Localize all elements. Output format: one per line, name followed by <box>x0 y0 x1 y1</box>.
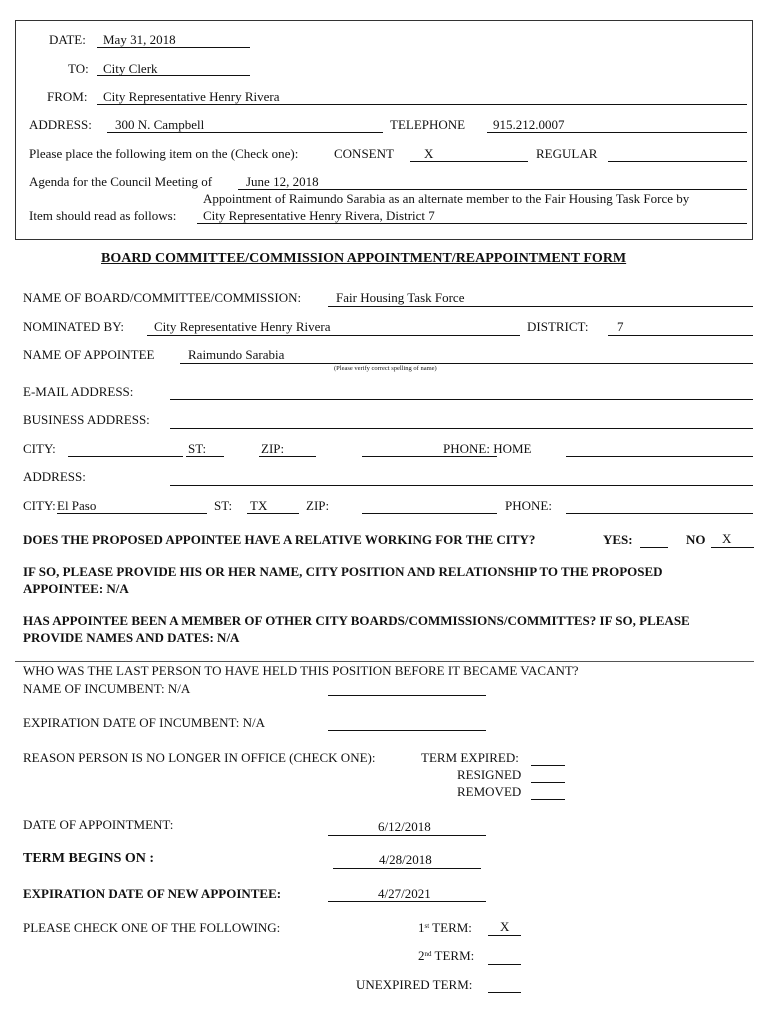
first-term-line <box>488 935 521 936</box>
phone-home-line <box>566 456 753 457</box>
district-value: 7 <box>617 319 624 334</box>
item-text-line2: City Representative Henry Rivera, District 7 <box>203 208 435 223</box>
reason-label: REASON PERSON IS NO LONGER IN OFFICE (CHECK ONE): <box>23 750 376 765</box>
email-label: E-MAIL ADDRESS: <box>23 384 134 399</box>
relative-question: DOES THE PROPOSED APPOINTEE HAVE A RELATIVE WORKING FOR THE CITY? <box>23 532 536 547</box>
address2-label: ADDRESS: <box>23 469 86 484</box>
item-text-line1: Appointment of Raimundo Sarabia as an alternate member to the Fair Housing Task Force by <box>203 191 690 206</box>
to-line <box>97 75 250 76</box>
term-expired-label: TERM EXPIRED: <box>421 750 519 765</box>
address2-line <box>170 485 753 486</box>
business-address-line <box>170 428 753 429</box>
address-line <box>107 132 383 133</box>
incumbent-line <box>328 695 486 696</box>
resigned-label: RESIGNED <box>457 767 522 782</box>
first-term-label: 1st TERM: <box>418 920 472 935</box>
date-value: May 31, 2018 <box>103 32 176 47</box>
city-line <box>68 456 183 457</box>
second-term-line <box>488 964 521 965</box>
from-label: FROM: <box>47 89 88 104</box>
nominated-value: City Representative Henry Rivera <box>154 319 331 334</box>
regular-label: REGULAR <box>536 146 598 161</box>
removed-label: REMOVED <box>457 784 522 799</box>
regular-line <box>608 161 747 162</box>
relative-details-line1: IF SO, PLEASE PROVIDE HIS OR HER NAME, CITY POSITION AND RELATIONSHIP TO THE PROPOSED <box>23 564 663 579</box>
state2-line <box>247 513 299 514</box>
no-check: X <box>722 531 732 546</box>
zip2-label: ZIP: <box>306 498 330 513</box>
telephone-line <box>487 132 747 133</box>
date-appointment-value: 6/12/2018 <box>378 819 431 834</box>
telephone-label: TELEPHONE <box>390 117 466 132</box>
agenda-line <box>238 189 747 190</box>
state2-value: TX <box>250 498 268 513</box>
city2-value: El Paso <box>57 498 97 513</box>
date-line <box>97 47 250 48</box>
no-label: NO <box>686 532 706 547</box>
date-appointment-line <box>328 835 486 836</box>
state2-label: ST: <box>214 498 233 513</box>
appointee-label: NAME OF APPOINTEE <box>23 347 155 362</box>
unexpired-term-line <box>488 992 521 993</box>
agenda-value: June 12, 2018 <box>246 174 319 189</box>
zip-line <box>259 456 316 457</box>
phone2-line <box>566 513 753 514</box>
expiration-new-value: 4/27/2021 <box>378 886 431 901</box>
removed-line <box>531 799 565 800</box>
state-line <box>186 456 224 457</box>
to-value: City Clerk <box>103 61 158 76</box>
district-label: DISTRICT: <box>527 319 589 334</box>
expiration-new-label: EXPIRATION DATE OF NEW APPOINTEE: <box>23 886 282 901</box>
phone2-label: PHONE: <box>505 498 552 513</box>
term-begins-line <box>333 868 481 869</box>
phone-home-line-left <box>362 456 497 457</box>
item-label: Item should read as follows: <box>29 208 177 223</box>
city2-line <box>57 513 207 514</box>
form-title: BOARD COMMITTEE/COMMISSION APPOINTMENT/REAPPOINTMENT FORM <box>101 251 627 266</box>
agenda-label: Agenda for the Council Meeting of <box>29 174 213 189</box>
expiration-new-line <box>328 901 486 902</box>
from-value: City Representative Henry Rivera <box>103 89 280 104</box>
nominated-line <box>147 335 520 336</box>
date-appointment-label: DATE OF APPOINTMENT: <box>23 817 174 832</box>
date-label: DATE: <box>49 32 86 47</box>
verify-note: (Please verify correct spelling of name) <box>334 365 437 372</box>
address-label: ADDRESS: <box>29 117 92 132</box>
relative-details-line2: APPOINTEE: N/A <box>23 581 129 596</box>
member-question-line2: PROVIDE NAMES AND DATES: N/A <box>23 630 240 645</box>
board-label: NAME OF BOARD/COMMITTEE/COMMISSION: <box>23 290 302 305</box>
unexpired-term-label: UNEXPIRED TERM: <box>356 977 473 992</box>
city2-label: CITY: <box>23 498 56 513</box>
incumbent-label: NAME OF INCUMBENT: N/A <box>23 681 191 696</box>
consent-line <box>410 161 528 162</box>
consent-label: CONSENT <box>334 146 394 161</box>
email-line <box>170 399 753 400</box>
yes-label: YES: <box>603 532 633 547</box>
zip2-line <box>362 513 497 514</box>
resigned-line <box>531 782 565 783</box>
board-line <box>328 306 753 307</box>
to-label: TO: <box>68 61 89 76</box>
consent-check: X <box>424 146 434 161</box>
section-divider <box>15 661 754 662</box>
address-value: 300 N. Campbell <box>115 117 205 132</box>
telephone-value: 915.212.0007 <box>493 117 565 132</box>
district-line <box>608 335 753 336</box>
member-question-line1: HAS APPOINTEE BEEN A MEMBER OF OTHER CITY BOARDS/COMMISSIONS/COMMITTES? IF SO, PLEASE <box>23 613 690 628</box>
check-one-label: Please place the following item on the (Check one): <box>29 146 299 161</box>
term-begins-value: 4/28/2018 <box>379 852 432 867</box>
term-begins-label: TERM BEGINS ON : <box>23 851 155 866</box>
first-term-check: X <box>500 919 510 934</box>
check-one-following-label: PLEASE CHECK ONE OF THE FOLLOWING: <box>23 920 281 935</box>
business-address-label: BUSINESS ADDRESS: <box>23 412 150 427</box>
item-line <box>197 223 747 224</box>
yes-line <box>640 547 668 548</box>
expiration-incumbent-label: EXPIRATION DATE OF INCUMBENT: N/A <box>23 715 266 730</box>
board-value: Fair Housing Task Force <box>336 290 465 305</box>
appointee-value: Raimundo Sarabia <box>188 347 285 362</box>
second-term-label: 2nd TERM: <box>418 948 475 963</box>
city-label: CITY: <box>23 441 56 456</box>
zip-label: ZIP: <box>261 441 285 456</box>
expiration-incumbent-line <box>328 730 486 731</box>
term-expired-line <box>531 765 565 766</box>
from-line <box>97 104 747 105</box>
appointee-line <box>180 363 753 364</box>
nominated-label: NOMINATED BY: <box>23 319 124 334</box>
no-line <box>711 547 754 548</box>
phone-home-label: PHONE: HOME <box>443 441 532 456</box>
state-label: ST: <box>188 441 207 456</box>
last-person-question: WHO WAS THE LAST PERSON TO HAVE HELD THIS POSITION BEFORE IT BECAME VACANT? <box>23 663 579 678</box>
